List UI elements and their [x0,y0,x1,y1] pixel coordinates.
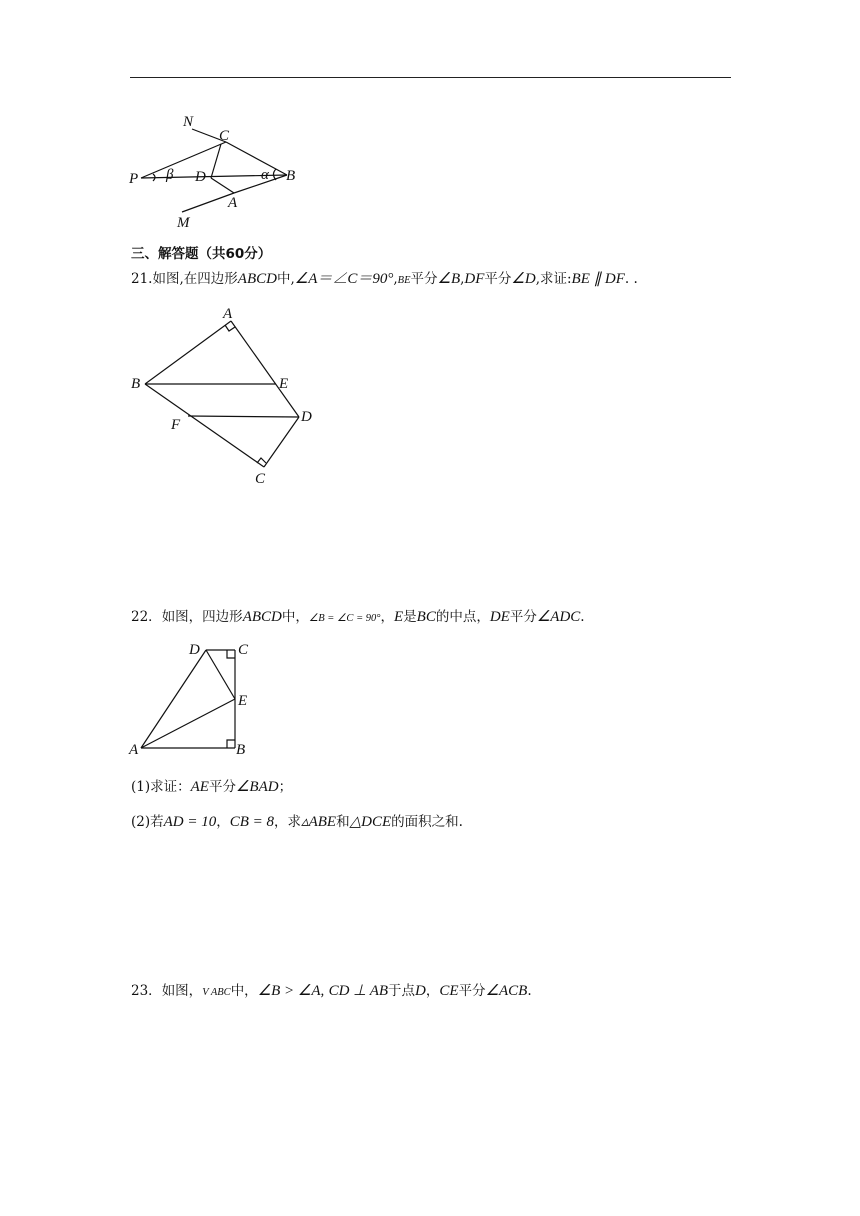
label-e: E [279,376,289,392]
q22-number: 22． [131,609,162,625]
label-f: F [171,417,181,433]
label-a: A [223,306,233,322]
line-cb [145,384,264,467]
q22-part2: (2)若AD = 10，CB = 8，求▵ABE和△DCE的面积之和. [131,814,463,830]
label-n: N [183,114,194,130]
section-heading: 三、解答题（共60分） [131,246,272,262]
right-angle-c [227,650,235,658]
line-am [182,193,234,212]
label-c: C [238,642,249,658]
q22-part1: (1)求证：AE平分∠BAD； [131,779,293,795]
line-da [211,178,234,193]
figure-angle-bisectors [125,108,315,233]
right-angle-b [227,740,235,748]
q21-number: 21. [131,271,153,287]
right-angle-a [225,325,235,331]
label-a: A [129,742,139,758]
line-ad [231,321,299,417]
q22-statement: 22．如图，四边形ABCD中，∠B = ∠C = 90°，E是BC的中点，DE平分∠ADC. [131,609,585,625]
line-dc [264,417,299,467]
label-b: B [286,168,296,184]
label-e: E [238,693,248,709]
label-m: M [177,215,190,231]
label-p: P [129,171,139,187]
line-ab [145,321,231,384]
figure-q21-quadrilateral [125,300,325,490]
label-d: D [195,169,206,185]
line-ad [141,650,206,748]
line-pc [141,142,226,178]
line-cd [211,144,221,178]
line-de [206,650,235,699]
line-ae [141,699,235,748]
q23-statement: 23．如图，V ABC中，∠B > ∠A, CD ⊥ AB于点D，CE平分∠ACB. [131,983,532,999]
label-b: B [131,376,141,392]
line-cb [226,142,287,175]
q23-number: 23． [131,983,162,999]
q21-statement: 21.如图,在四边形ABCD中,∠A＝∠C＝90°,BE平分∠B,DF平分∠D,求证:BE ∥ DF. . [131,271,638,287]
header-rule [130,77,731,78]
label-c: C [219,128,230,144]
right-angle-c [257,458,266,463]
line-fd [188,416,299,417]
figure-q22-trapezoid [125,638,265,763]
label-d: D [301,409,312,425]
label-beta: β [166,167,174,183]
label-b: B [236,742,246,758]
label-alpha: α [261,167,269,183]
label-a: A [228,195,238,211]
label-d: D [189,642,200,658]
label-c: C [255,471,266,487]
